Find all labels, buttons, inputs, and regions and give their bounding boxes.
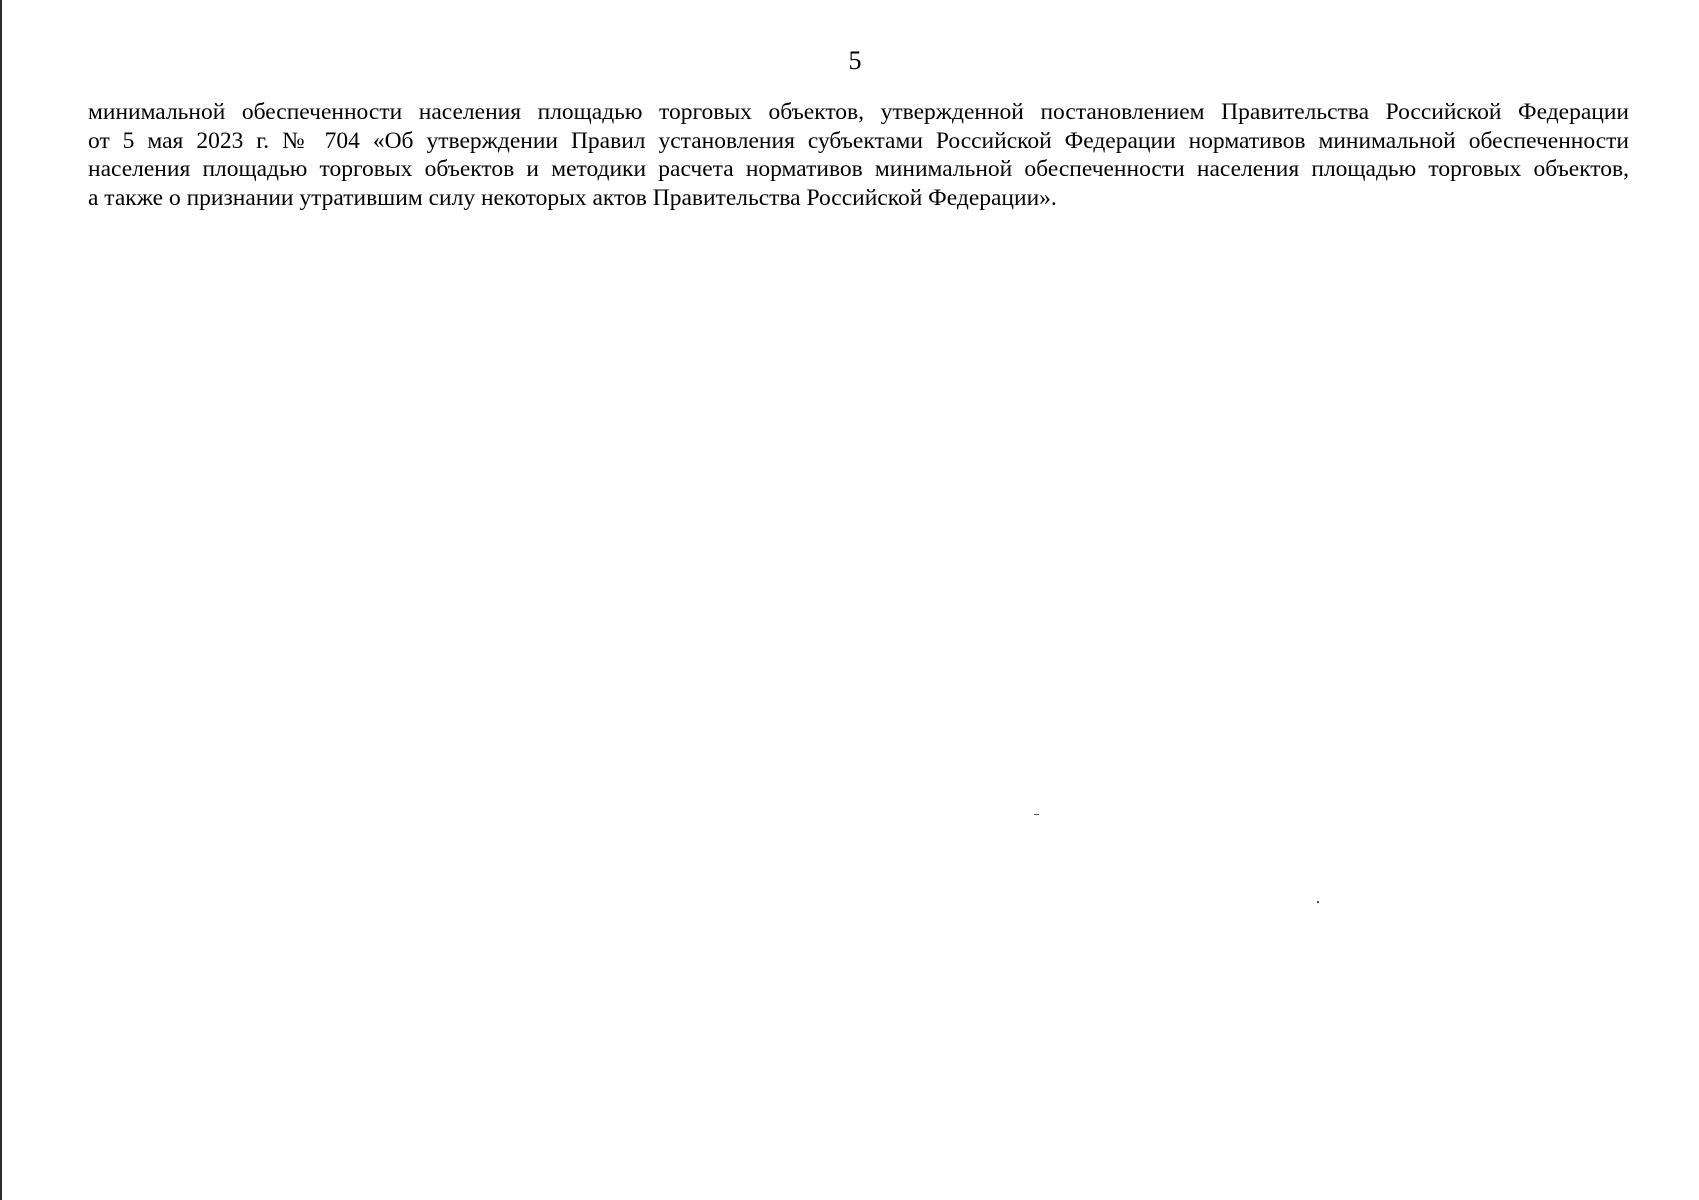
body-paragraph <box>88 98 1629 212</box>
text-line: от 5 мая 2023 г. № 704 «Об утверждении Правил установления субъектами Российской Федерации нормативов минимальной обеспеченности <box>88 127 1629 154</box>
scan-speck <box>1317 901 1319 903</box>
scan-speck <box>1034 814 1039 815</box>
text-line: населения площадью торговых объектов и методики расчета нормативов минимальной обеспеченности населения площадью торговых объектов, <box>88 156 1629 183</box>
page-number: 5 <box>848 46 862 75</box>
text-line: минимальной обеспеченности населения площадью торговых объектов, утвержденной постановлением Правительства Российской Федерации <box>88 99 1629 125</box>
scan-border <box>0 0 2 1200</box>
text-line: а также о признании утратившим силу некоторых актов Правительства Российской Федерации». <box>88 184 1057 211</box>
